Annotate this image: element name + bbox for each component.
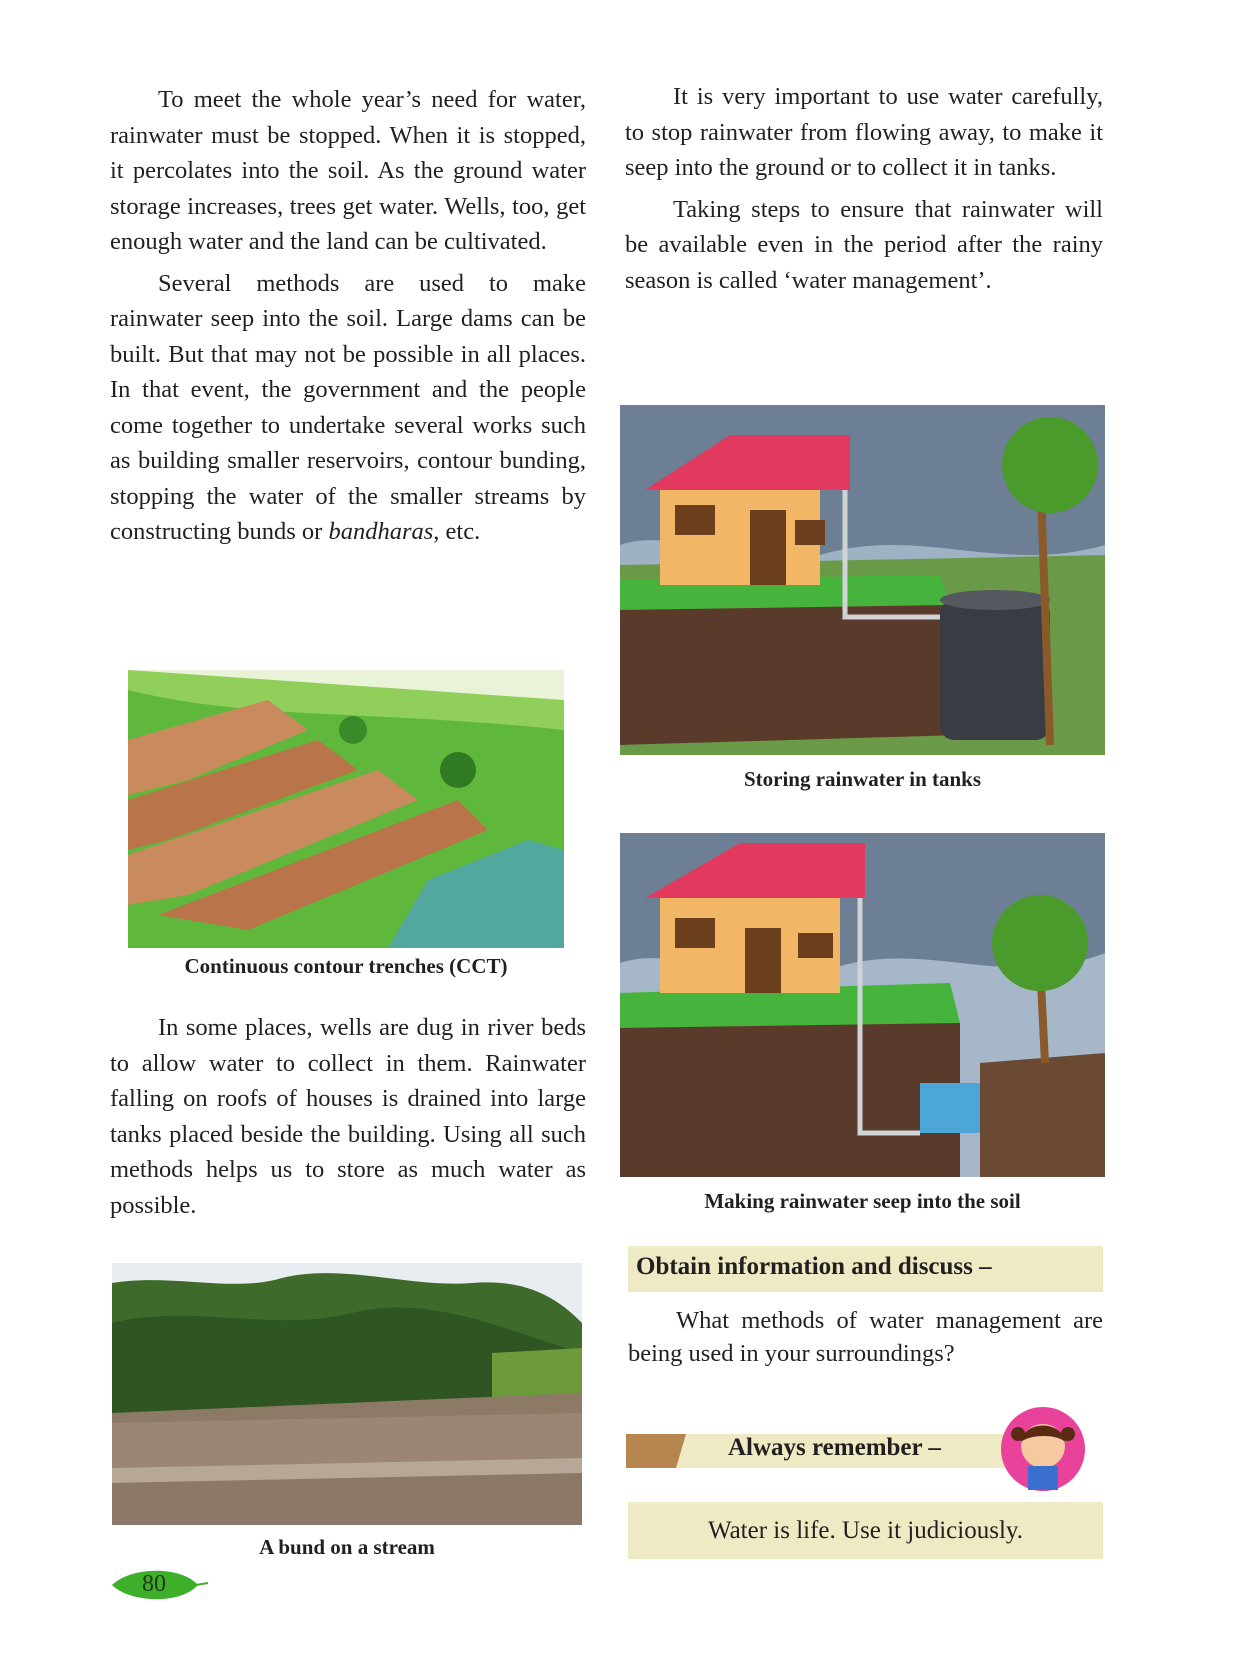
left-column-lower [110,1010,586,1229]
paragraph-water-management: Taking steps to ensure that rainwater will be available even in the period after the rainy season is called ‘water management’. [625,195,1103,294]
paragraph-year-need: To meet the whole year’s need for water, rainwater must be stopped. When it is stopped, it percolates into the soil. As the ground water storage increases, trees get water. Wells, too, get enough water and the land can be cultivated. [110,86,586,255]
remember-title: Always remember – [728,1434,941,1461]
caption-cct: Continuous contour trenches (CCT) [184,954,508,978]
right-column [625,79,1103,304]
page-number-leaf [110,1565,210,1605]
caption-tanks: Storing rainwater in tanks [743,767,982,791]
paragraph-methods-end: , etc. [433,518,481,545]
discuss-text: What methods of water management are being used in your surroundings? [628,1307,1103,1367]
italic-bandharas: bandharas [328,518,434,545]
caption-bund: A bund on a stream [259,1535,435,1559]
remember-text: Water is life. Use it judiciously. [707,1517,1024,1544]
seep-illustration [620,833,1105,1177]
page-number: 80 [142,1571,166,1597]
bund-photo [112,1263,582,1525]
left-column [110,82,586,556]
caption-seep: Making rainwater seep into the soil [704,1189,1021,1213]
paragraph-important: It is very important to use water carefully, to stop rainwater from flowing away, to make it seep into the ground or to collect it in tanks. [625,83,1103,181]
tank-illustration [620,405,1105,755]
paragraph-wells: In some places, wells are dug in river beds to allow water to collect in them. Rainwater falling on roofs of houses is drained into large tanks placed beside the building. Using all such methods helps us to store as much water as possible. [110,1014,586,1219]
girl-icon [1000,1406,1086,1492]
cct-illustration [128,670,564,948]
discuss-text-container [628,1304,1103,1376]
discuss-title: Obtain information and discuss – [636,1253,992,1280]
discuss-box [628,1246,1103,1292]
paragraph-methods-text: Several methods are used to make rainwater seep into the soil. Large dams can be built. But that may not be possible in all places. In that event, the government and the people come together to undertake several works such as building smaller reservoirs, contour bunding, stopping the water of the smaller streams by constructing bunds or [110,269,586,545]
remember-box [628,1502,1103,1559]
paragraph-methods [110,266,586,550]
